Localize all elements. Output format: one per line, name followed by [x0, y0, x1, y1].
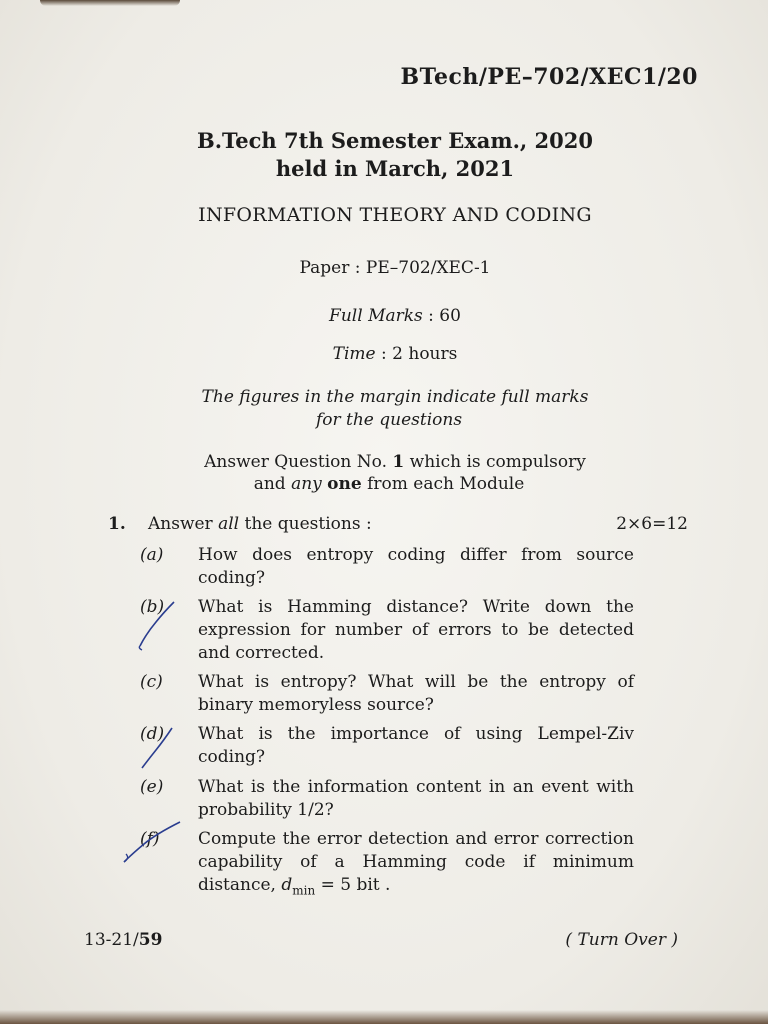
- question-marks: 2×6=12: [616, 514, 688, 534]
- question-part-e: [140, 776, 640, 822]
- pen-tick-mark-d: [138, 722, 178, 772]
- answer-text: and: [253, 474, 292, 494]
- question-text-part: the questions :: [239, 514, 372, 534]
- page-edge-shadow-top: [40, 0, 180, 6]
- part-label: (b): [140, 597, 165, 617]
- part-label: (d): [140, 724, 165, 744]
- exam-title-line1: B.Tech 7th Semester Exam., 2020: [197, 128, 593, 153]
- question-number: 1.: [108, 514, 126, 534]
- part-text: What is the information content in an event with probability 1/2?: [198, 777, 634, 820]
- question-text-italic: all: [218, 514, 240, 534]
- time-label: Time: [332, 344, 376, 364]
- time-allowed: [0, 344, 768, 364]
- question-text-part: Answer: [148, 514, 219, 534]
- part-text: What is entropy? What will be the entropy of binary memoryless source?: [198, 672, 634, 715]
- time-value: : 2 hours: [381, 344, 458, 364]
- paper-label: Paper : PE–702/XEC-1: [299, 258, 491, 278]
- any-italic: any: [291, 474, 322, 494]
- page-edge-shadow-bottom: [0, 1010, 768, 1024]
- part-text-segment: Compute the error detection and error correction capability of a Hamming code if minimum distance,: [198, 829, 634, 895]
- d-min-subscript: min: [292, 883, 316, 898]
- question-part-f: [140, 828, 640, 898]
- part-label: (f): [140, 829, 160, 849]
- part-label: (e): [140, 777, 164, 797]
- answer-instruction-line1: [0, 451, 768, 473]
- question-part-d: [140, 723, 640, 769]
- answer-text: which is compulsory: [404, 452, 586, 472]
- part-text-segment: = 5 bit .: [315, 875, 391, 895]
- question-part-c: [140, 671, 640, 717]
- footer-code-prefix: 13-21/: [84, 930, 139, 950]
- pen-tick-mark-f: [116, 818, 186, 868]
- question-text: [148, 514, 372, 534]
- turn-over-note: ( Turn Over ): [565, 930, 678, 950]
- answer-text: from each Module: [361, 474, 525, 494]
- full-marks: [0, 306, 768, 326]
- part-text: How does entropy coding differ from source coding?: [198, 545, 634, 588]
- part-text: What is Hamming distance? Write down the expression for number of errors to be detected and corrected.: [198, 597, 634, 663]
- question-number-bold: 1: [392, 452, 405, 472]
- pen-tick-mark-b: [134, 598, 182, 654]
- question-part-b: [140, 596, 640, 664]
- answer-text: Answer Question No.: [204, 452, 393, 472]
- full-marks-label: Full Marks: [329, 306, 423, 326]
- instruction-line2: for the questions: [315, 410, 463, 430]
- question-part-a: [140, 544, 640, 590]
- instruction-line1: The figures in the margin indicate full marks: [201, 387, 589, 407]
- footer-page-code: [84, 930, 162, 950]
- part-text: What is the importance of using Lempel-Ziv coding?: [198, 724, 634, 767]
- part-label: (c): [140, 672, 163, 692]
- full-marks-value: : 60: [428, 306, 461, 326]
- one-bold: one: [327, 474, 362, 494]
- part-label: (a): [140, 545, 164, 565]
- footer-code-number: 59: [138, 930, 163, 950]
- paper-code: BTech/PE–702/XEC1/20: [400, 64, 698, 90]
- part-text: [198, 828, 634, 902]
- subject-title: INFORMATION THEORY AND CODING: [198, 204, 592, 226]
- answer-instruction-line2: [0, 473, 768, 495]
- d-min-symbol: d: [281, 875, 293, 895]
- exam-title-line2: held in March, 2021: [275, 156, 515, 181]
